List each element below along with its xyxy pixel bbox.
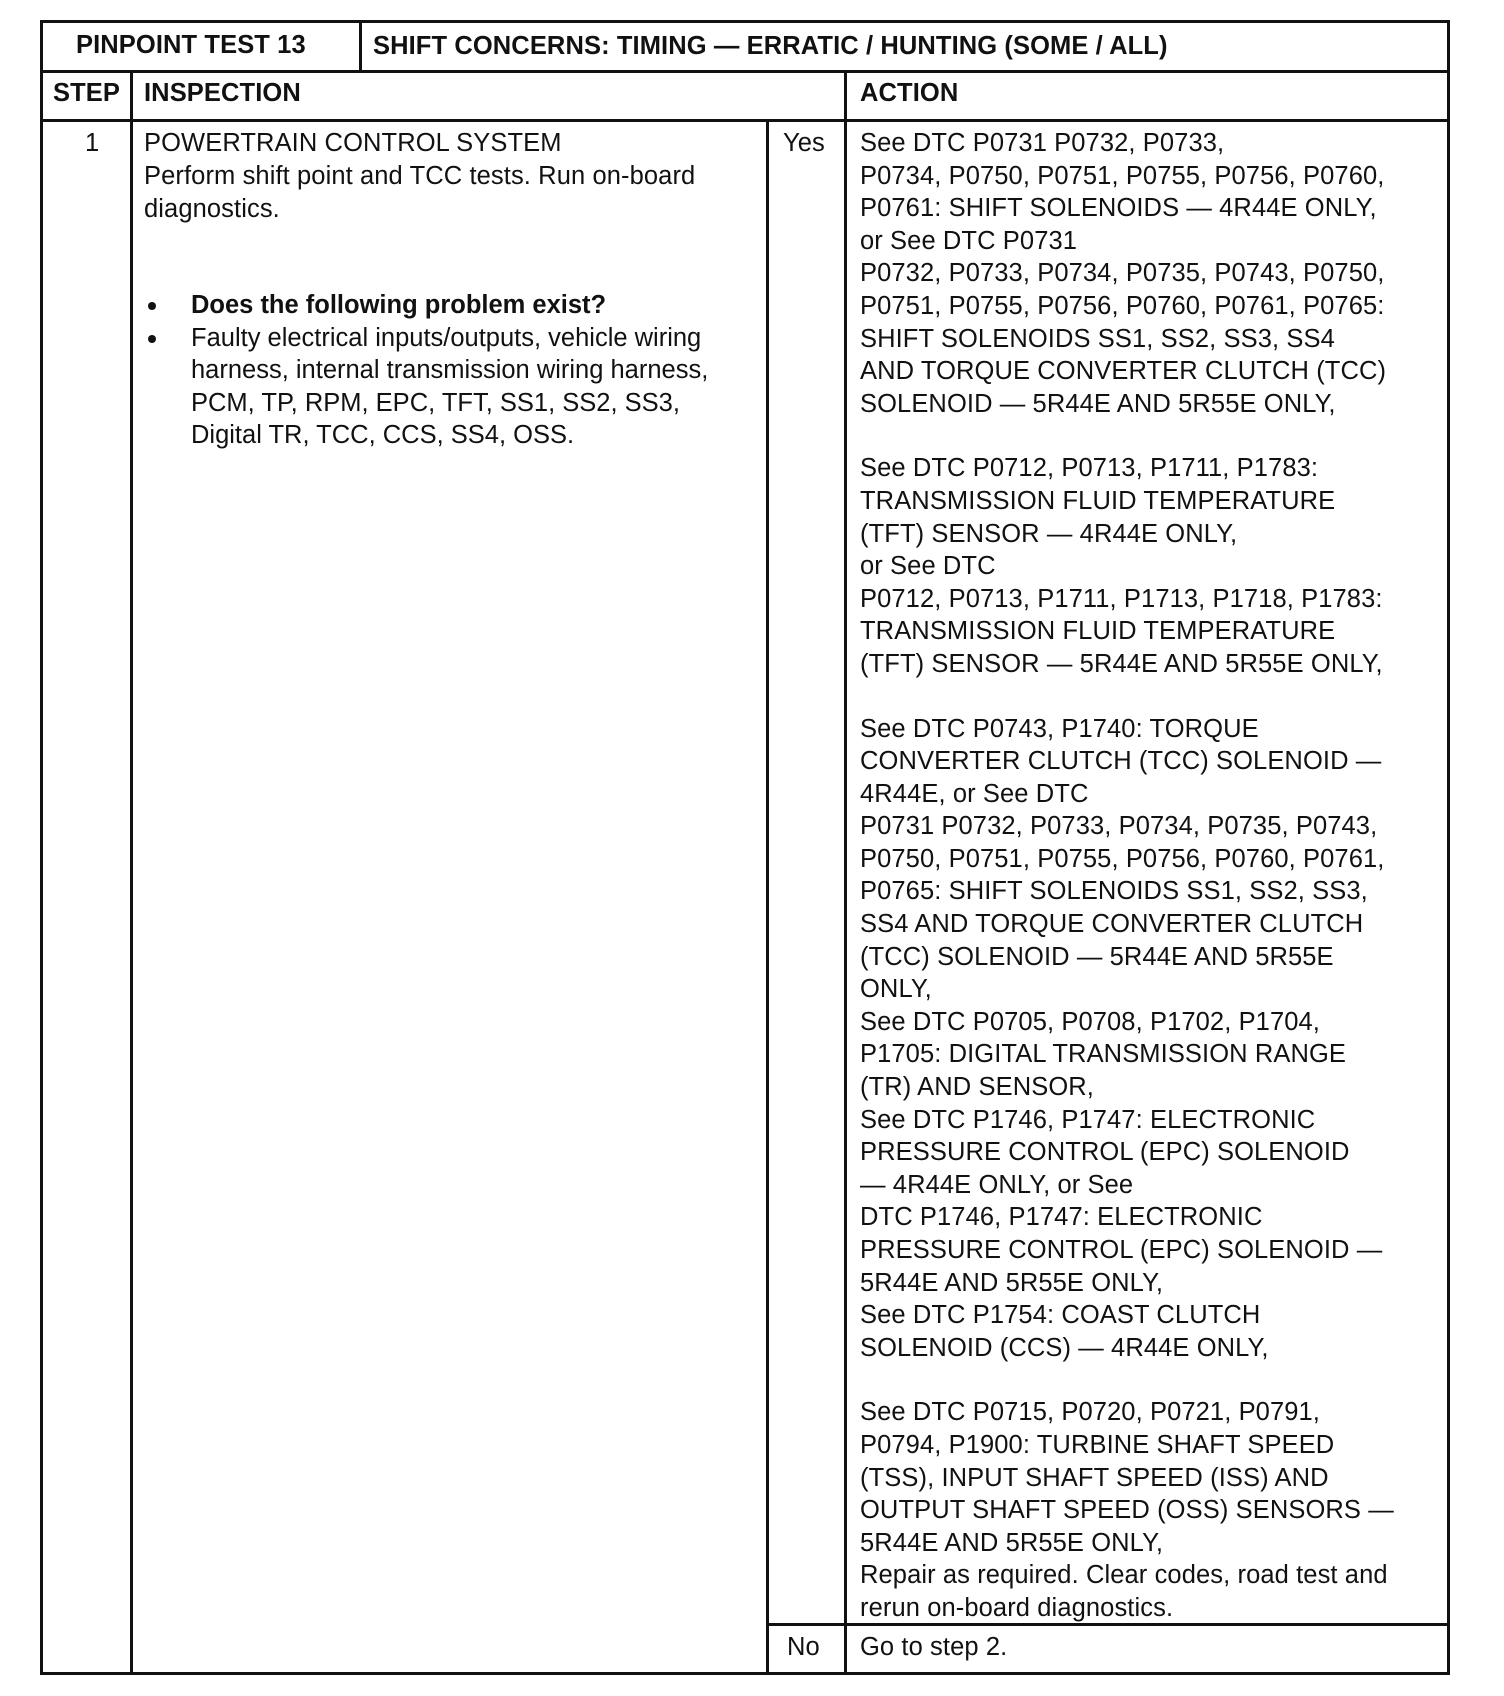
action-column-divider [844,70,847,1672]
test-title: SHIFT CONCERNS: TIMING — ERRATIC / HUNTING (SOME / ALL) [373,32,1168,60]
yes-action-block: See DTC P0715, P0720, P0721, P0791, P0794, P1900: TURBINE SHAFT SPEED (TSS), INPUT SHAFT SPEED (ISS) AND OUTPUT SHAFT SPEED (OSS) SENSORS — 5R44E AND 5R55E ONLY, Repair as required. Clear codes, road test and rerun on-board diagnostics. [860,1398,1394,1622]
test-label: PINPOINT TEST 13 [76,31,306,59]
bullet-faults [141,322,751,452]
yes-action-block: See DTC P0743, P1740: TORQUE CONVERTER CLUTCH (TCC) SOLENOID — 4R44E, or See DTC P0731 P0732, P0733, P0734, P0735, P0743, P0750, P0751, P0755, P0756, P0760, P0761, P0765: SHIFT SOLENOIDS SS1, SS2, SS3, SS4 AND TORQUE CONVERTER CLUTCH (TCC) SOLENOID — 5R44E AND 5R55E ONLY, See DTC P0705, P0708, P1702, P1704, P1705: DIGITAL TRANSMISSION RANGE (TR) AND SENSOR, See DTC P1746, P1747: ELECTRONIC PRESSURE CONTROL (EPC) SOLENOID — 4R44E ONLY, or See DTC P1746, P1747: ELECTRONIC PRESSURE CONTROL (EPC) SOLENOID — 5R44E AND 5R55E ONLY, See DTC P1754: COAST CLUTCH SOLENOID (CCS) — 4R44E ONLY, [860,714,1385,1362]
step-number: 1 [85,129,100,157]
step-column-header: STEP [53,79,121,107]
bullet-question [141,289,751,322]
action-column-header: ACTION [860,79,959,107]
bullet-faults-text: Faulty electrical inputs/outputs, vehicle wiring harness, internal transmission wiring harness, PCM, TP, RPM, EPC, TFT, SS1, SS2, SS3, Digital TR, TCC, CCS, SS4, OSS. [191,323,709,450]
header-divider [43,70,1447,73]
yes-action-block: See DTC P0712, P0713, P1711, P1783: TRANSMISSION FLUID TEMPERATURE (TFT) SENSOR — 4R44E ONLY, or See DTC P0712, P0713, P1711, P1713, P1718, P1783: TRANSMISSION FLUID TEMPERATURE (TFT) SENSOR — 5R44E AND 5R55E ONLY, [860,454,1383,678]
yes-action [860,127,1445,1625]
pinpoint-test-table [40,20,1450,1675]
bullet-dot [148,335,156,343]
bullet-dot [148,302,156,310]
inspection-text: Perform shift point and TCC tests. Run on-board diagnostics. [144,162,696,223]
inspection-title: POWERTRAIN CONTROL SYSTEM [144,129,562,157]
title-divider [359,23,362,71]
inspection-bullets [141,289,751,452]
step-column-divider [130,70,133,1672]
no-label: No [787,1633,820,1661]
bullet-question-text: Does the following problem exist? [191,291,607,319]
yes-action-block: See DTC P0731 P0732, P0733, P0734, P0750, P0751, P0755, P0756, P0760, P0761: SHIFT SOLENOIDS — 4R44E ONLY, or See DTC P0731 P0732, P0733, P0734, P0735, P0743, P0750, P0751, P0755, P0756, P0760, P0761, P0765: SHIFT SOLENOIDS SS1, SS2, SS3, SS4 AND TORQUE CONVERTER CLUTCH (TCC) SOLENOID — 5R44E AND 5R55E ONLY, [860,129,1387,418]
column-header-divider [43,119,1447,122]
inspection-column-header: INSPECTION [144,79,301,107]
inspection-column-divider [766,120,769,1672]
no-action: Go to step 2. [860,1633,1008,1661]
yes-label: Yes [783,129,825,157]
